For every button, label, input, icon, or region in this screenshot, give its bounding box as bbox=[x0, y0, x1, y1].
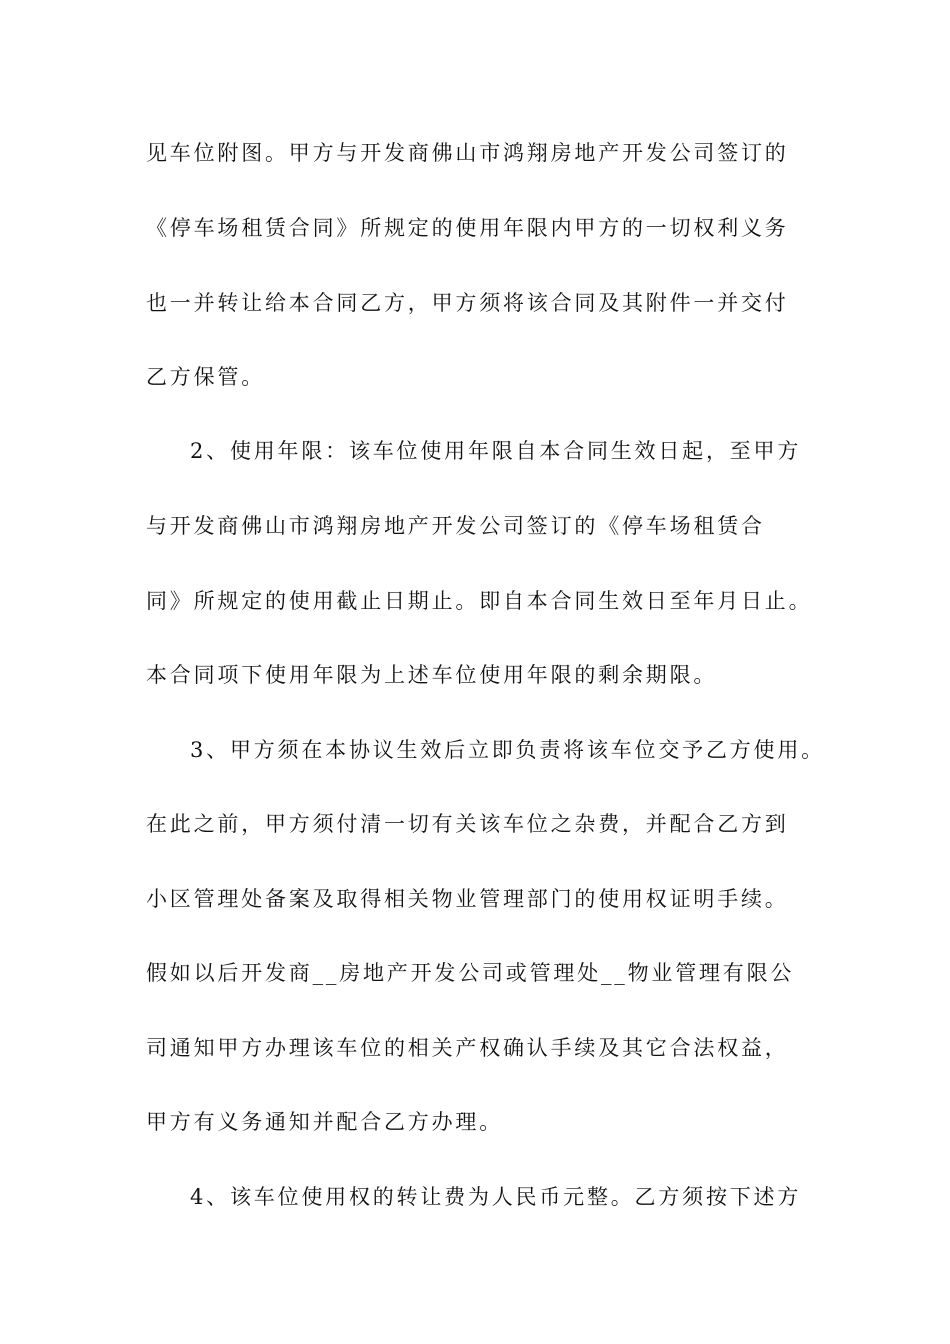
text-line-14: 甲方有义务通知并配合乙方办理。 bbox=[146, 1110, 503, 1134]
text-line-10: 在此之前，甲方须付清一切有关该车位之杂费，并配合乙方到 bbox=[146, 812, 789, 836]
text-line-3: 也一并转让给本合同乙方，甲方须将该合同及其附件一并交付 bbox=[146, 291, 789, 315]
text-line-5: 2、使用年限：该车位使用年限自本合同生效日起，至甲方 bbox=[190, 439, 802, 463]
text-line-7: 同》所规定的使用截止日期止。即自本合同生效日至年月日止。 bbox=[146, 589, 813, 613]
text-line-11: 小区管理处备案及取得相关物业管理部门的使用权证明手续。 bbox=[146, 887, 789, 911]
text-line-13: 司通知甲方办理该车位的相关产权确认手续及其它合法权益， bbox=[146, 1036, 789, 1060]
text-line-15: 4、该车位使用权的转让费为人民币元整。乙方须按下述方 bbox=[190, 1185, 802, 1209]
text-line-6: 与开发商佛山市鸿翔房地产开发公司签订的《停车场租赁合 bbox=[146, 514, 765, 538]
text-line-4: 乙方保管。 bbox=[146, 365, 265, 389]
text-line-1: 见车位附图。甲方与开发商佛山市鸿翔房地产开发公司签订的 bbox=[146, 141, 789, 165]
text-line-8: 本合同项下使用年限为上述车位使用年限的剩余期限。 bbox=[146, 663, 718, 687]
text-line-2: 《停车场租赁合同》所规定的使用年限内甲方的一切权利义务 bbox=[146, 216, 789, 240]
text-line-12: 假如以后开发商__房地产开发公司或管理处__物业管理有限公 bbox=[146, 961, 795, 985]
text-line-9: 3、甲方须在本协议生效后立即负责将该车位交予乙方使用。 bbox=[190, 738, 825, 762]
